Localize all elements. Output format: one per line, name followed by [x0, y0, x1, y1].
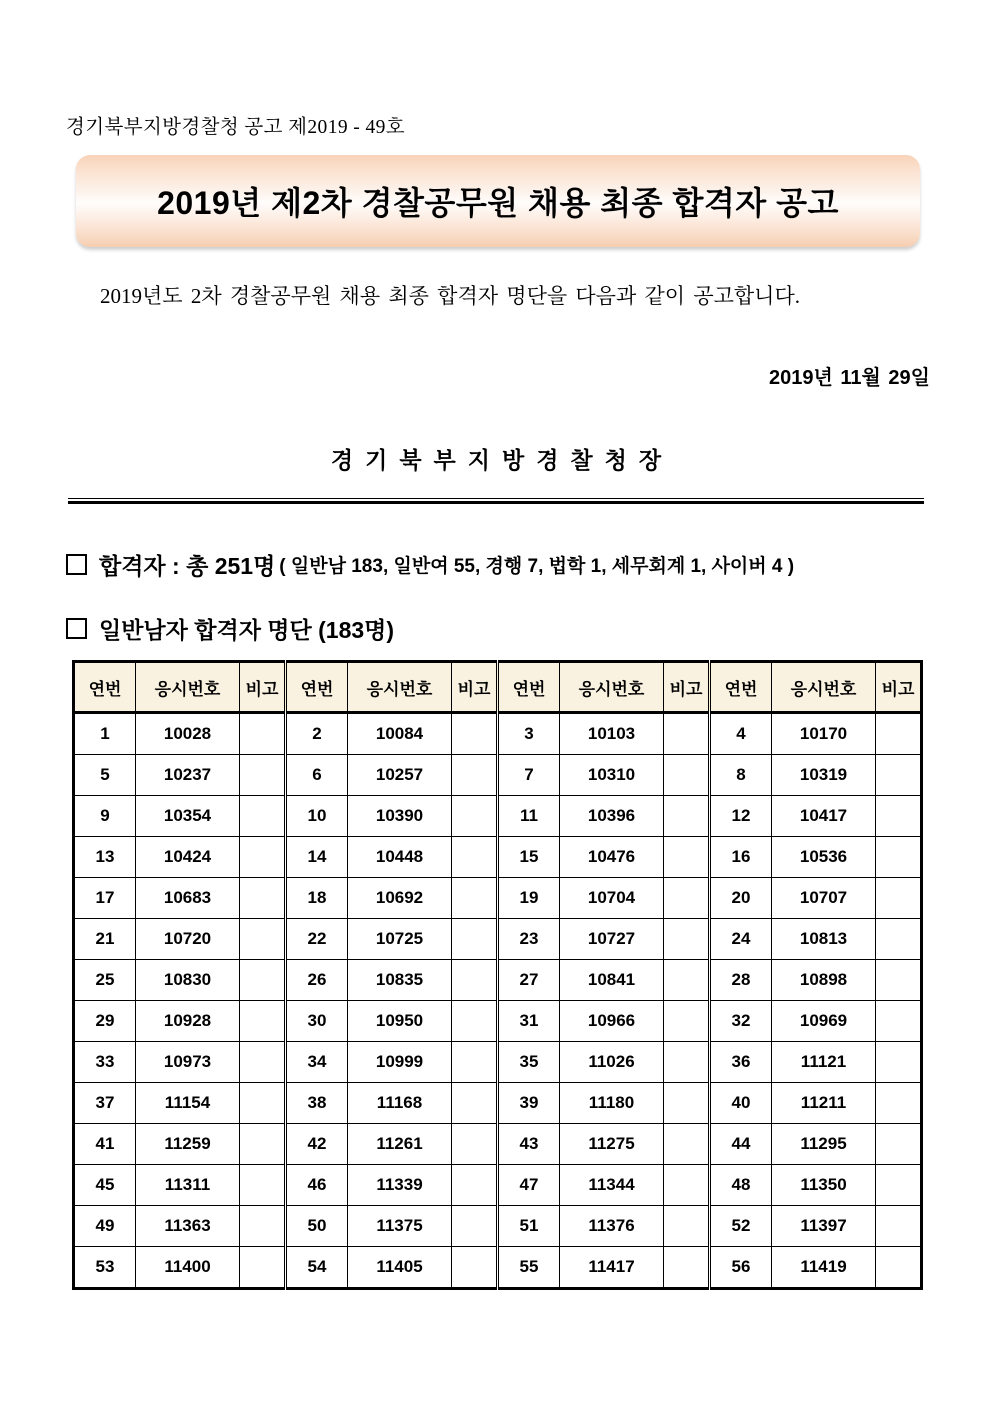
table-row: [74, 713, 922, 755]
cell-exam-no: 10835: [348, 960, 452, 1001]
cell-exam-no: 10448: [348, 837, 452, 878]
cell-exam-no: 11311: [136, 1165, 240, 1206]
cell-remark: [664, 1083, 710, 1124]
cell-seq: 3: [498, 713, 560, 755]
cell-remark: [240, 1001, 286, 1042]
cell-exam-no: 10319: [772, 755, 876, 796]
cell-exam-no: 11376: [560, 1206, 664, 1247]
cell-seq: 7: [498, 755, 560, 796]
page-title: 2019년 제2차 경찰공무원 채용 최종 합격자 공고: [157, 185, 839, 221]
cell-remark: [240, 1247, 286, 1289]
cell-seq: 4: [710, 713, 772, 755]
cell-exam-no: 11026: [560, 1042, 664, 1083]
body-paragraph: 2019년도 2차 경찰공무원 채용 최종 합격자 명단을 다음과 같이 공고합니다.: [100, 284, 801, 308]
cell-exam-no: 11339: [348, 1165, 452, 1206]
cell-exam-no: 11417: [560, 1247, 664, 1289]
table-row: [74, 837, 922, 878]
cell-remark: [876, 1124, 922, 1165]
exam-no-header: 응시번호: [560, 662, 664, 713]
cell-seq: 14: [286, 837, 348, 878]
cell-exam-no: 10084: [348, 713, 452, 755]
cell-remark: [452, 960, 498, 1001]
exam-no-header: 응시번호: [772, 662, 876, 713]
cell-exam-no: 10424: [136, 837, 240, 878]
cell-remark: [240, 1042, 286, 1083]
cell-seq: 2: [286, 713, 348, 755]
cell-seq: 56: [710, 1247, 772, 1289]
seq-header: 연번: [710, 662, 772, 713]
cell-remark: [452, 1083, 498, 1124]
table-row: [74, 1042, 922, 1083]
cell-exam-no: 10692: [348, 878, 452, 919]
results-table: [72, 660, 923, 1290]
cell-seq: 40: [710, 1083, 772, 1124]
cell-seq: 49: [74, 1206, 136, 1247]
signatory: 경기북부지방경찰청장: [330, 448, 674, 473]
cell-remark: [452, 1206, 498, 1247]
cell-exam-no: 10536: [772, 837, 876, 878]
table-row: [74, 919, 922, 960]
summary-heading: [66, 548, 794, 581]
cell-seq: 11: [498, 796, 560, 837]
cell-seq: 18: [286, 878, 348, 919]
cell-seq: 23: [498, 919, 560, 960]
table-row: [74, 1124, 922, 1165]
cell-seq: 28: [710, 960, 772, 1001]
cell-seq: 31: [498, 1001, 560, 1042]
cell-seq: 43: [498, 1124, 560, 1165]
cell-seq: 36: [710, 1042, 772, 1083]
cell-remark: [664, 796, 710, 837]
cell-exam-no: 10898: [772, 960, 876, 1001]
cell-exam-no: 10257: [348, 755, 452, 796]
cell-remark: [664, 713, 710, 755]
cell-seq: 27: [498, 960, 560, 1001]
cell-exam-no: 11154: [136, 1083, 240, 1124]
cell-exam-no: 10237: [136, 755, 240, 796]
cell-seq: 35: [498, 1042, 560, 1083]
cell-remark: [452, 755, 498, 796]
cell-remark: [452, 1042, 498, 1083]
cell-exam-no: 11295: [772, 1124, 876, 1165]
cell-seq: 52: [710, 1206, 772, 1247]
table-row: [74, 755, 922, 796]
remark-header: 비고: [240, 662, 286, 713]
cell-exam-no: 11121: [772, 1042, 876, 1083]
cell-seq: 50: [286, 1206, 348, 1247]
divider-thick-line: [68, 501, 924, 504]
cell-seq: 29: [74, 1001, 136, 1042]
cell-exam-no: 10999: [348, 1042, 452, 1083]
cell-remark: [240, 1206, 286, 1247]
cell-exam-no: 10417: [772, 796, 876, 837]
cell-remark: [876, 878, 922, 919]
cell-seq: 46: [286, 1165, 348, 1206]
seq-header: 연번: [286, 662, 348, 713]
cell-seq: 19: [498, 878, 560, 919]
title-banner: [76, 155, 920, 247]
square-bullet-icon: [66, 554, 87, 575]
cell-remark: [664, 755, 710, 796]
document-number: 경기북부지방경찰청 공고 제2019 - 49호: [66, 117, 405, 138]
cell-exam-no: 10973: [136, 1042, 240, 1083]
cell-exam-no: 11344: [560, 1165, 664, 1206]
cell-remark: [452, 837, 498, 878]
cell-remark: [876, 713, 922, 755]
cell-seq: 21: [74, 919, 136, 960]
section-divider: [68, 498, 924, 504]
cell-exam-no: 11419: [772, 1247, 876, 1289]
cell-seq: 34: [286, 1042, 348, 1083]
cell-exam-no: 10720: [136, 919, 240, 960]
cell-seq: 41: [74, 1124, 136, 1165]
cell-seq: 55: [498, 1247, 560, 1289]
announcement-date: 2019년 11월 29일: [769, 367, 930, 389]
cell-remark: [664, 1001, 710, 1042]
table-header-row: [74, 662, 922, 713]
cell-remark: [876, 1083, 922, 1124]
cell-seq: 39: [498, 1083, 560, 1124]
cell-remark: [876, 796, 922, 837]
exam-no-header: 응시번호: [136, 662, 240, 713]
cell-exam-no: 10727: [560, 919, 664, 960]
cell-seq: 8: [710, 755, 772, 796]
remark-header: 비고: [664, 662, 710, 713]
remark-header: 비고: [876, 662, 922, 713]
cell-remark: [452, 1124, 498, 1165]
cell-remark: [664, 1165, 710, 1206]
cell-seq: 5: [74, 755, 136, 796]
cell-exam-no: 10969: [772, 1001, 876, 1042]
cell-exam-no: 10476: [560, 837, 664, 878]
cell-exam-no: 11397: [772, 1206, 876, 1247]
table-row: [74, 1083, 922, 1124]
seq-header: 연번: [74, 662, 136, 713]
cell-exam-no: 11168: [348, 1083, 452, 1124]
cell-seq: 38: [286, 1083, 348, 1124]
cell-remark: [876, 755, 922, 796]
cell-remark: [240, 1124, 286, 1165]
cell-remark: [240, 1083, 286, 1124]
summary-total: 합격자 : 총 251명: [99, 553, 276, 579]
cell-exam-no: 10813: [772, 919, 876, 960]
cell-exam-no: 11405: [348, 1247, 452, 1289]
remark-header: 비고: [452, 662, 498, 713]
cell-exam-no: 10725: [348, 919, 452, 960]
cell-seq: 51: [498, 1206, 560, 1247]
cell-seq: 16: [710, 837, 772, 878]
square-bullet-icon: [66, 618, 87, 639]
cell-remark: [452, 713, 498, 755]
list-section-heading: [66, 612, 394, 645]
cell-exam-no: 10103: [560, 713, 664, 755]
cell-remark: [876, 837, 922, 878]
cell-remark: [664, 878, 710, 919]
cell-remark: [240, 919, 286, 960]
cell-remark: [240, 713, 286, 755]
cell-exam-no: 10830: [136, 960, 240, 1001]
cell-seq: 42: [286, 1124, 348, 1165]
cell-seq: 10: [286, 796, 348, 837]
cell-exam-no: 10966: [560, 1001, 664, 1042]
cell-remark: [664, 837, 710, 878]
cell-remark: [452, 1001, 498, 1042]
cell-exam-no: 11211: [772, 1083, 876, 1124]
cell-seq: 37: [74, 1083, 136, 1124]
cell-exam-no: 10950: [348, 1001, 452, 1042]
cell-remark: [876, 1001, 922, 1042]
cell-exam-no: 10396: [560, 796, 664, 837]
cell-remark: [240, 837, 286, 878]
table-row: [74, 1165, 922, 1206]
cell-remark: [240, 878, 286, 919]
seq-header: 연번: [498, 662, 560, 713]
table-body: [74, 713, 922, 1289]
cell-remark: [452, 1247, 498, 1289]
cell-exam-no: 10707: [772, 878, 876, 919]
cell-remark: [876, 960, 922, 1001]
cell-seq: 48: [710, 1165, 772, 1206]
cell-seq: 54: [286, 1247, 348, 1289]
cell-seq: 17: [74, 878, 136, 919]
cell-exam-no: 11275: [560, 1124, 664, 1165]
cell-seq: 30: [286, 1001, 348, 1042]
cell-remark: [240, 755, 286, 796]
cell-exam-no: 10928: [136, 1001, 240, 1042]
cell-seq: 53: [74, 1247, 136, 1289]
table-row: [74, 1001, 922, 1042]
cell-seq: 1: [74, 713, 136, 755]
list-section-title: 일반남자 합격자 명단 (183명): [99, 617, 395, 643]
cell-exam-no: 10310: [560, 755, 664, 796]
cell-seq: 44: [710, 1124, 772, 1165]
cell-seq: 45: [74, 1165, 136, 1206]
cell-remark: [452, 919, 498, 960]
cell-exam-no: 11180: [560, 1083, 664, 1124]
cell-remark: [664, 919, 710, 960]
exam-no-header: 응시번호: [348, 662, 452, 713]
table-row: [74, 1247, 922, 1289]
cell-remark: [452, 796, 498, 837]
cell-seq: 15: [498, 837, 560, 878]
cell-remark: [240, 960, 286, 1001]
cell-remark: [664, 960, 710, 1001]
cell-seq: 26: [286, 960, 348, 1001]
cell-seq: 20: [710, 878, 772, 919]
cell-seq: 25: [74, 960, 136, 1001]
cell-remark: [664, 1124, 710, 1165]
cell-seq: 33: [74, 1042, 136, 1083]
cell-exam-no: 11259: [136, 1124, 240, 1165]
results-table-container: [72, 660, 920, 1290]
cell-seq: 9: [74, 796, 136, 837]
table-row: [74, 796, 922, 837]
cell-remark: [876, 1247, 922, 1289]
cell-exam-no: 10390: [348, 796, 452, 837]
cell-seq: 24: [710, 919, 772, 960]
cell-remark: [876, 1206, 922, 1247]
cell-remark: [240, 1165, 286, 1206]
table-row: [74, 1206, 922, 1247]
cell-exam-no: 10841: [560, 960, 664, 1001]
summary-breakdown: ( 일반남 183, 일반여 55, 경행 7, 법학 1, 세무회계 1, 사이버 4 ): [279, 556, 795, 577]
cell-exam-no: 11350: [772, 1165, 876, 1206]
cell-remark: [664, 1206, 710, 1247]
cell-exam-no: 10683: [136, 878, 240, 919]
cell-remark: [876, 1042, 922, 1083]
cell-seq: 6: [286, 755, 348, 796]
cell-remark: [240, 796, 286, 837]
cell-exam-no: 11400: [136, 1247, 240, 1289]
cell-remark: [876, 1165, 922, 1206]
cell-seq: 13: [74, 837, 136, 878]
divider-thin-line: [68, 498, 924, 499]
cell-remark: [452, 1165, 498, 1206]
cell-exam-no: 11261: [348, 1124, 452, 1165]
cell-exam-no: 10170: [772, 713, 876, 755]
cell-seq: 12: [710, 796, 772, 837]
cell-exam-no: 11375: [348, 1206, 452, 1247]
cell-seq: 47: [498, 1165, 560, 1206]
cell-exam-no: 10704: [560, 878, 664, 919]
table-row: [74, 878, 922, 919]
table-row: [74, 960, 922, 1001]
cell-exam-no: 11363: [136, 1206, 240, 1247]
cell-exam-no: 10028: [136, 713, 240, 755]
cell-remark: [452, 878, 498, 919]
table-head: [74, 662, 922, 713]
cell-remark: [876, 919, 922, 960]
cell-remark: [664, 1042, 710, 1083]
cell-remark: [664, 1247, 710, 1289]
cell-seq: 32: [710, 1001, 772, 1042]
cell-seq: 22: [286, 919, 348, 960]
cell-exam-no: 10354: [136, 796, 240, 837]
